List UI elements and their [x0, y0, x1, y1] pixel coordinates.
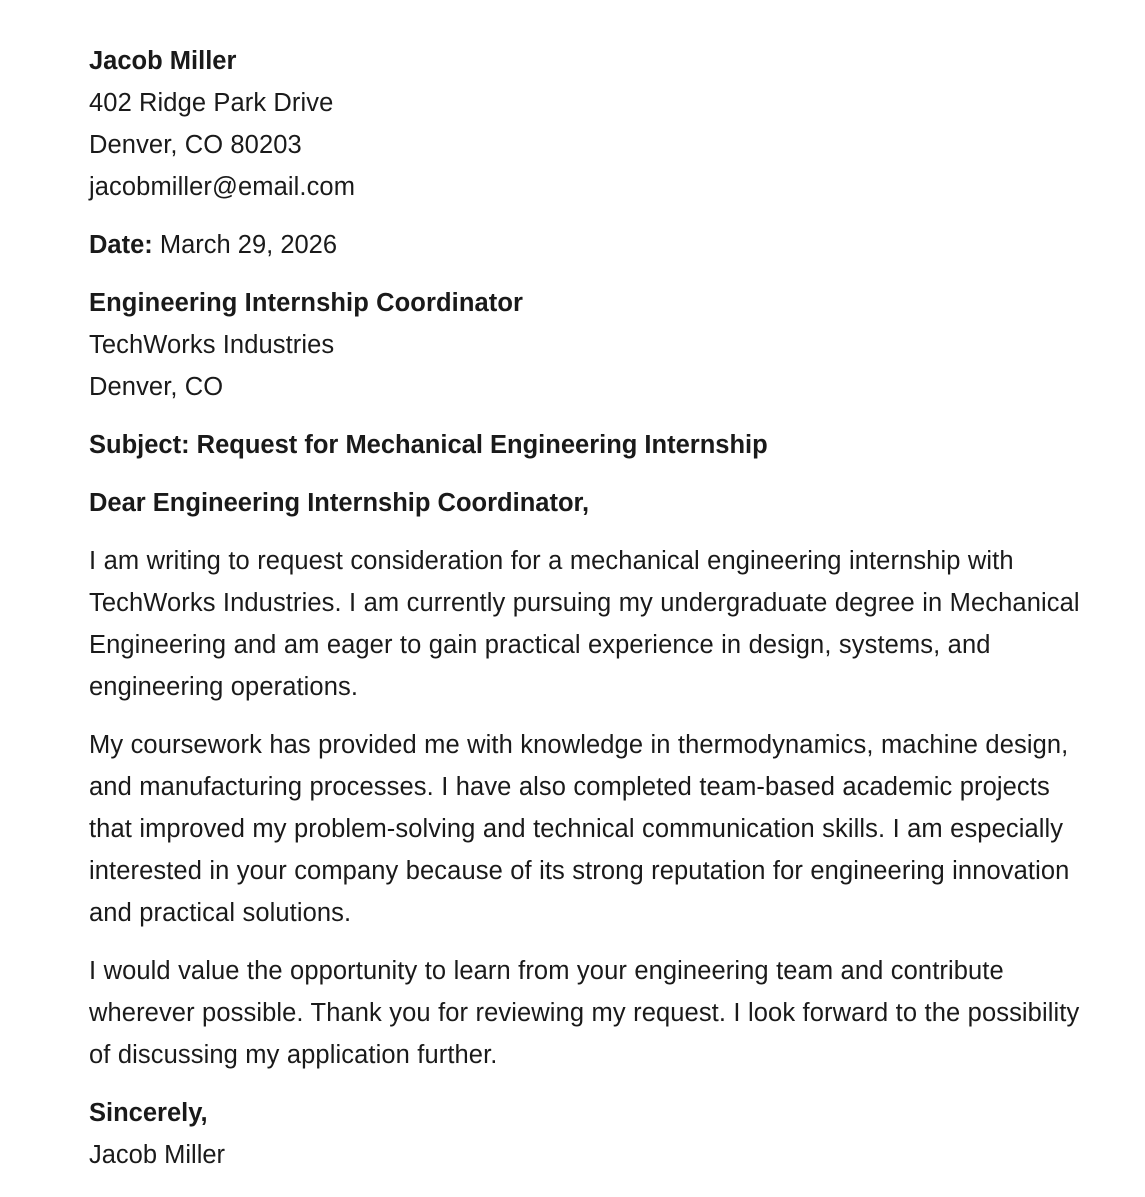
- body-paragraph-1: I am writing to request consideration for a mechanical engineering internship with TechWorks Industries. I am currently pursuing my undergraduate degree in Mechanical Engineering and am eager to gain practical experience in design, systems, and engineering operations.: [89, 547, 1080, 701]
- body-paragraphs: [89, 540, 1085, 1076]
- subject-block: [89, 424, 1085, 466]
- valediction: Sincerely,: [89, 1099, 208, 1127]
- sender-city-state-zip: Denver, CO 80203: [89, 131, 302, 159]
- date-label: Date:: [89, 231, 153, 259]
- sender-name: Jacob Miller: [89, 47, 237, 75]
- letter-body: [89, 40, 1085, 1176]
- date-value: March 29, 2026: [152, 231, 338, 259]
- date-line: [89, 224, 1085, 266]
- recipient-company: TechWorks Industries: [89, 331, 335, 359]
- recipient-title: Engineering Internship Coordinator: [89, 289, 524, 317]
- closing-block: [89, 1092, 1085, 1176]
- sender-street: 402 Ridge Park Drive: [89, 89, 334, 117]
- date-block: [89, 224, 1085, 266]
- sender-email: jacobmiller@email.com: [89, 173, 356, 201]
- recipient-address-block: [89, 282, 1085, 408]
- signature-name: Jacob Miller: [89, 1141, 226, 1169]
- salutation-block: [89, 482, 1085, 524]
- recipient-location: Denver, CO: [89, 373, 224, 401]
- sender-address-block: [89, 40, 1085, 208]
- body-paragraph-2: My coursework has provided me with knowledge in thermodynamics, machine design, and manufacturing processes. I have also completed team-based academic projects that improved my problem-solving and technical communication skills. I am especially interested in your company because of its strong reputation for engineering innovation and practical solutions.: [89, 731, 1070, 927]
- salutation-line: Dear Engineering Internship Coordinator,: [89, 489, 590, 517]
- subject-line: Subject: Request for Mechanical Engineering Internship: [89, 431, 768, 459]
- body-paragraph-3: I would value the opportunity to learn from your engineering team and contribute wherever possible. Thank you for reviewing my request. I look forward to the possibility of discussing my application further.: [89, 957, 1080, 1069]
